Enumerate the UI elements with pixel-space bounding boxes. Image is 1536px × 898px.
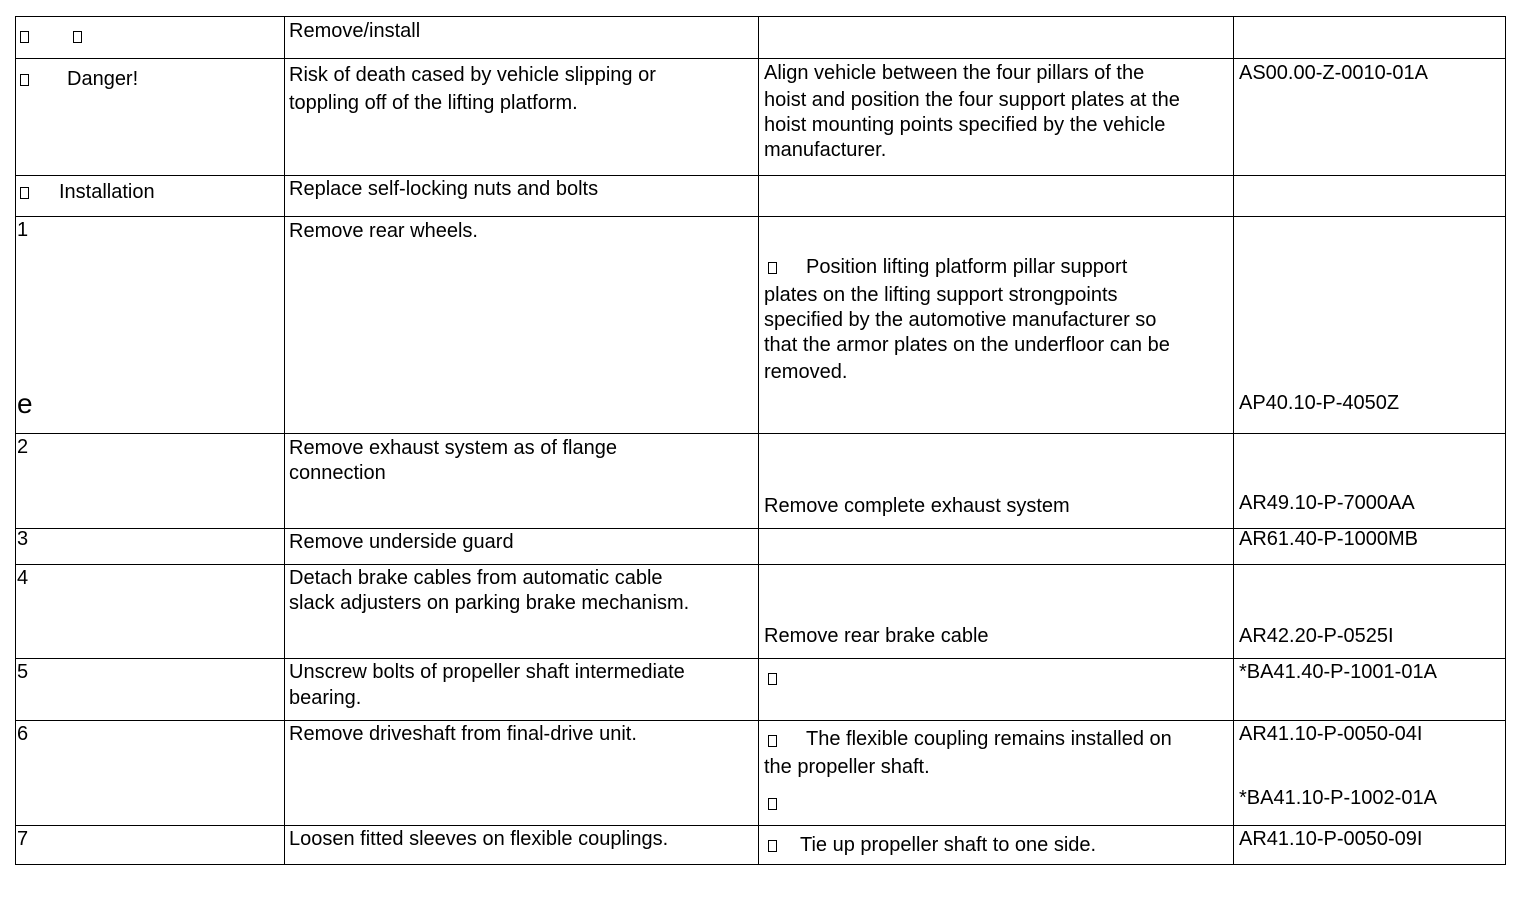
- checkbox-icon: [768, 262, 777, 274]
- cell-text: Remove underside guard: [289, 531, 514, 553]
- table-rule: [15, 658, 1506, 659]
- cell-text: toppling off of the lifting platform.: [289, 92, 578, 114]
- cell-text: manufacturer.: [764, 139, 887, 161]
- cell-text: Remove rear brake cable: [764, 625, 989, 647]
- cell-text: Remove exhaust system as of flange: [289, 437, 617, 459]
- reference-code: *BA41.10-P-1002-01A: [1239, 787, 1437, 809]
- table-rule: [1233, 16, 1234, 864]
- cell-text: Risk of death cased by vehicle slipping or: [289, 64, 656, 86]
- cell-text: Align vehicle between the four pillars of the: [764, 62, 1145, 84]
- table-rule: [15, 864, 1506, 865]
- step-number: 5: [17, 661, 29, 683]
- step-number: 1: [17, 219, 29, 241]
- step-number: 2: [17, 436, 29, 458]
- installation-label: Installation: [59, 181, 155, 203]
- cell-text: Remove complete exhaust system: [764, 495, 1070, 517]
- cell-text: Remove rear wheels.: [289, 220, 478, 242]
- reference-code: *BA41.40-P-1001-01A: [1239, 661, 1437, 683]
- cell-text: slack adjusters on parking brake mechanism.: [289, 592, 690, 614]
- table-rule: [15, 175, 1506, 176]
- cell-text: bearing.: [289, 687, 362, 709]
- table-rule: [15, 216, 1506, 217]
- reference-code: AR49.10-P-7000AA: [1239, 492, 1415, 514]
- cell-text: Loosen fitted sleeves on flexible couplings.: [289, 828, 669, 850]
- step-number: 4: [17, 567, 29, 589]
- cell-text: Detach brake cables from automatic cable: [289, 567, 663, 589]
- checkbox-icon: [20, 74, 29, 86]
- cell-text: specified by the automotive manufacturer so: [764, 309, 1157, 331]
- reference-code: AR42.20-P-0525I: [1239, 625, 1394, 647]
- checkbox-icon: [768, 798, 777, 810]
- step-number: 6: [17, 723, 29, 745]
- cell-text: removed.: [764, 361, 848, 383]
- table-rule: [284, 16, 285, 864]
- cell-text: hoist and position the four support plates at the: [764, 89, 1180, 111]
- cell-text: Remove driveshaft from final-drive unit.: [289, 723, 637, 745]
- cell-text: plates on the lifting support strongpoints: [764, 284, 1118, 306]
- danger-label: Danger!: [67, 68, 139, 90]
- reference-code: AR61.40-P-1000MB: [1239, 528, 1418, 550]
- checkbox-icon: [768, 673, 777, 685]
- cell-text: Remove/install: [289, 20, 421, 42]
- checkbox-icon: [20, 187, 29, 199]
- table-rule: [15, 564, 1506, 565]
- table-rule: [15, 16, 16, 864]
- checkbox-icon: [73, 31, 82, 43]
- cell-text: Replace self-locking nuts and bolts: [289, 178, 599, 200]
- cell-text: The flexible coupling remains installed on: [806, 728, 1172, 750]
- table-rule: [15, 720, 1506, 721]
- cell-text: Position lifting platform pillar support: [806, 256, 1128, 278]
- cell-text: that the armor plates on the underfloor can be: [764, 334, 1170, 356]
- step-marker: e: [17, 388, 33, 419]
- table-rule: [15, 433, 1506, 434]
- reference-code: AP40.10-P-4050Z: [1239, 392, 1400, 414]
- reference-code: AR41.10-P-0050-04I: [1239, 723, 1423, 745]
- cell-text: connection: [289, 462, 386, 484]
- table-rule: [15, 16, 1506, 17]
- table-rule: [15, 58, 1506, 59]
- table-rule: [1505, 16, 1506, 864]
- cell-text: Tie up propeller shaft to one side.: [800, 834, 1097, 856]
- table-rule: [15, 825, 1506, 826]
- table-rule: [758, 16, 759, 864]
- reference-code: AR41.10-P-0050-09I: [1239, 828, 1423, 850]
- step-number: 7: [17, 828, 29, 850]
- step-number: 3: [17, 528, 29, 550]
- checkbox-icon: [768, 840, 777, 852]
- checkbox-icon: [20, 31, 29, 43]
- cell-text: hoist mounting points specified by the vehicle: [764, 114, 1166, 136]
- checkbox-icon: [768, 735, 777, 747]
- cell-text: the propeller shaft.: [764, 756, 930, 778]
- reference-code: AS00.00-Z-0010-01A: [1239, 62, 1429, 84]
- cell-text: Unscrew bolts of propeller shaft intermediate: [289, 661, 685, 683]
